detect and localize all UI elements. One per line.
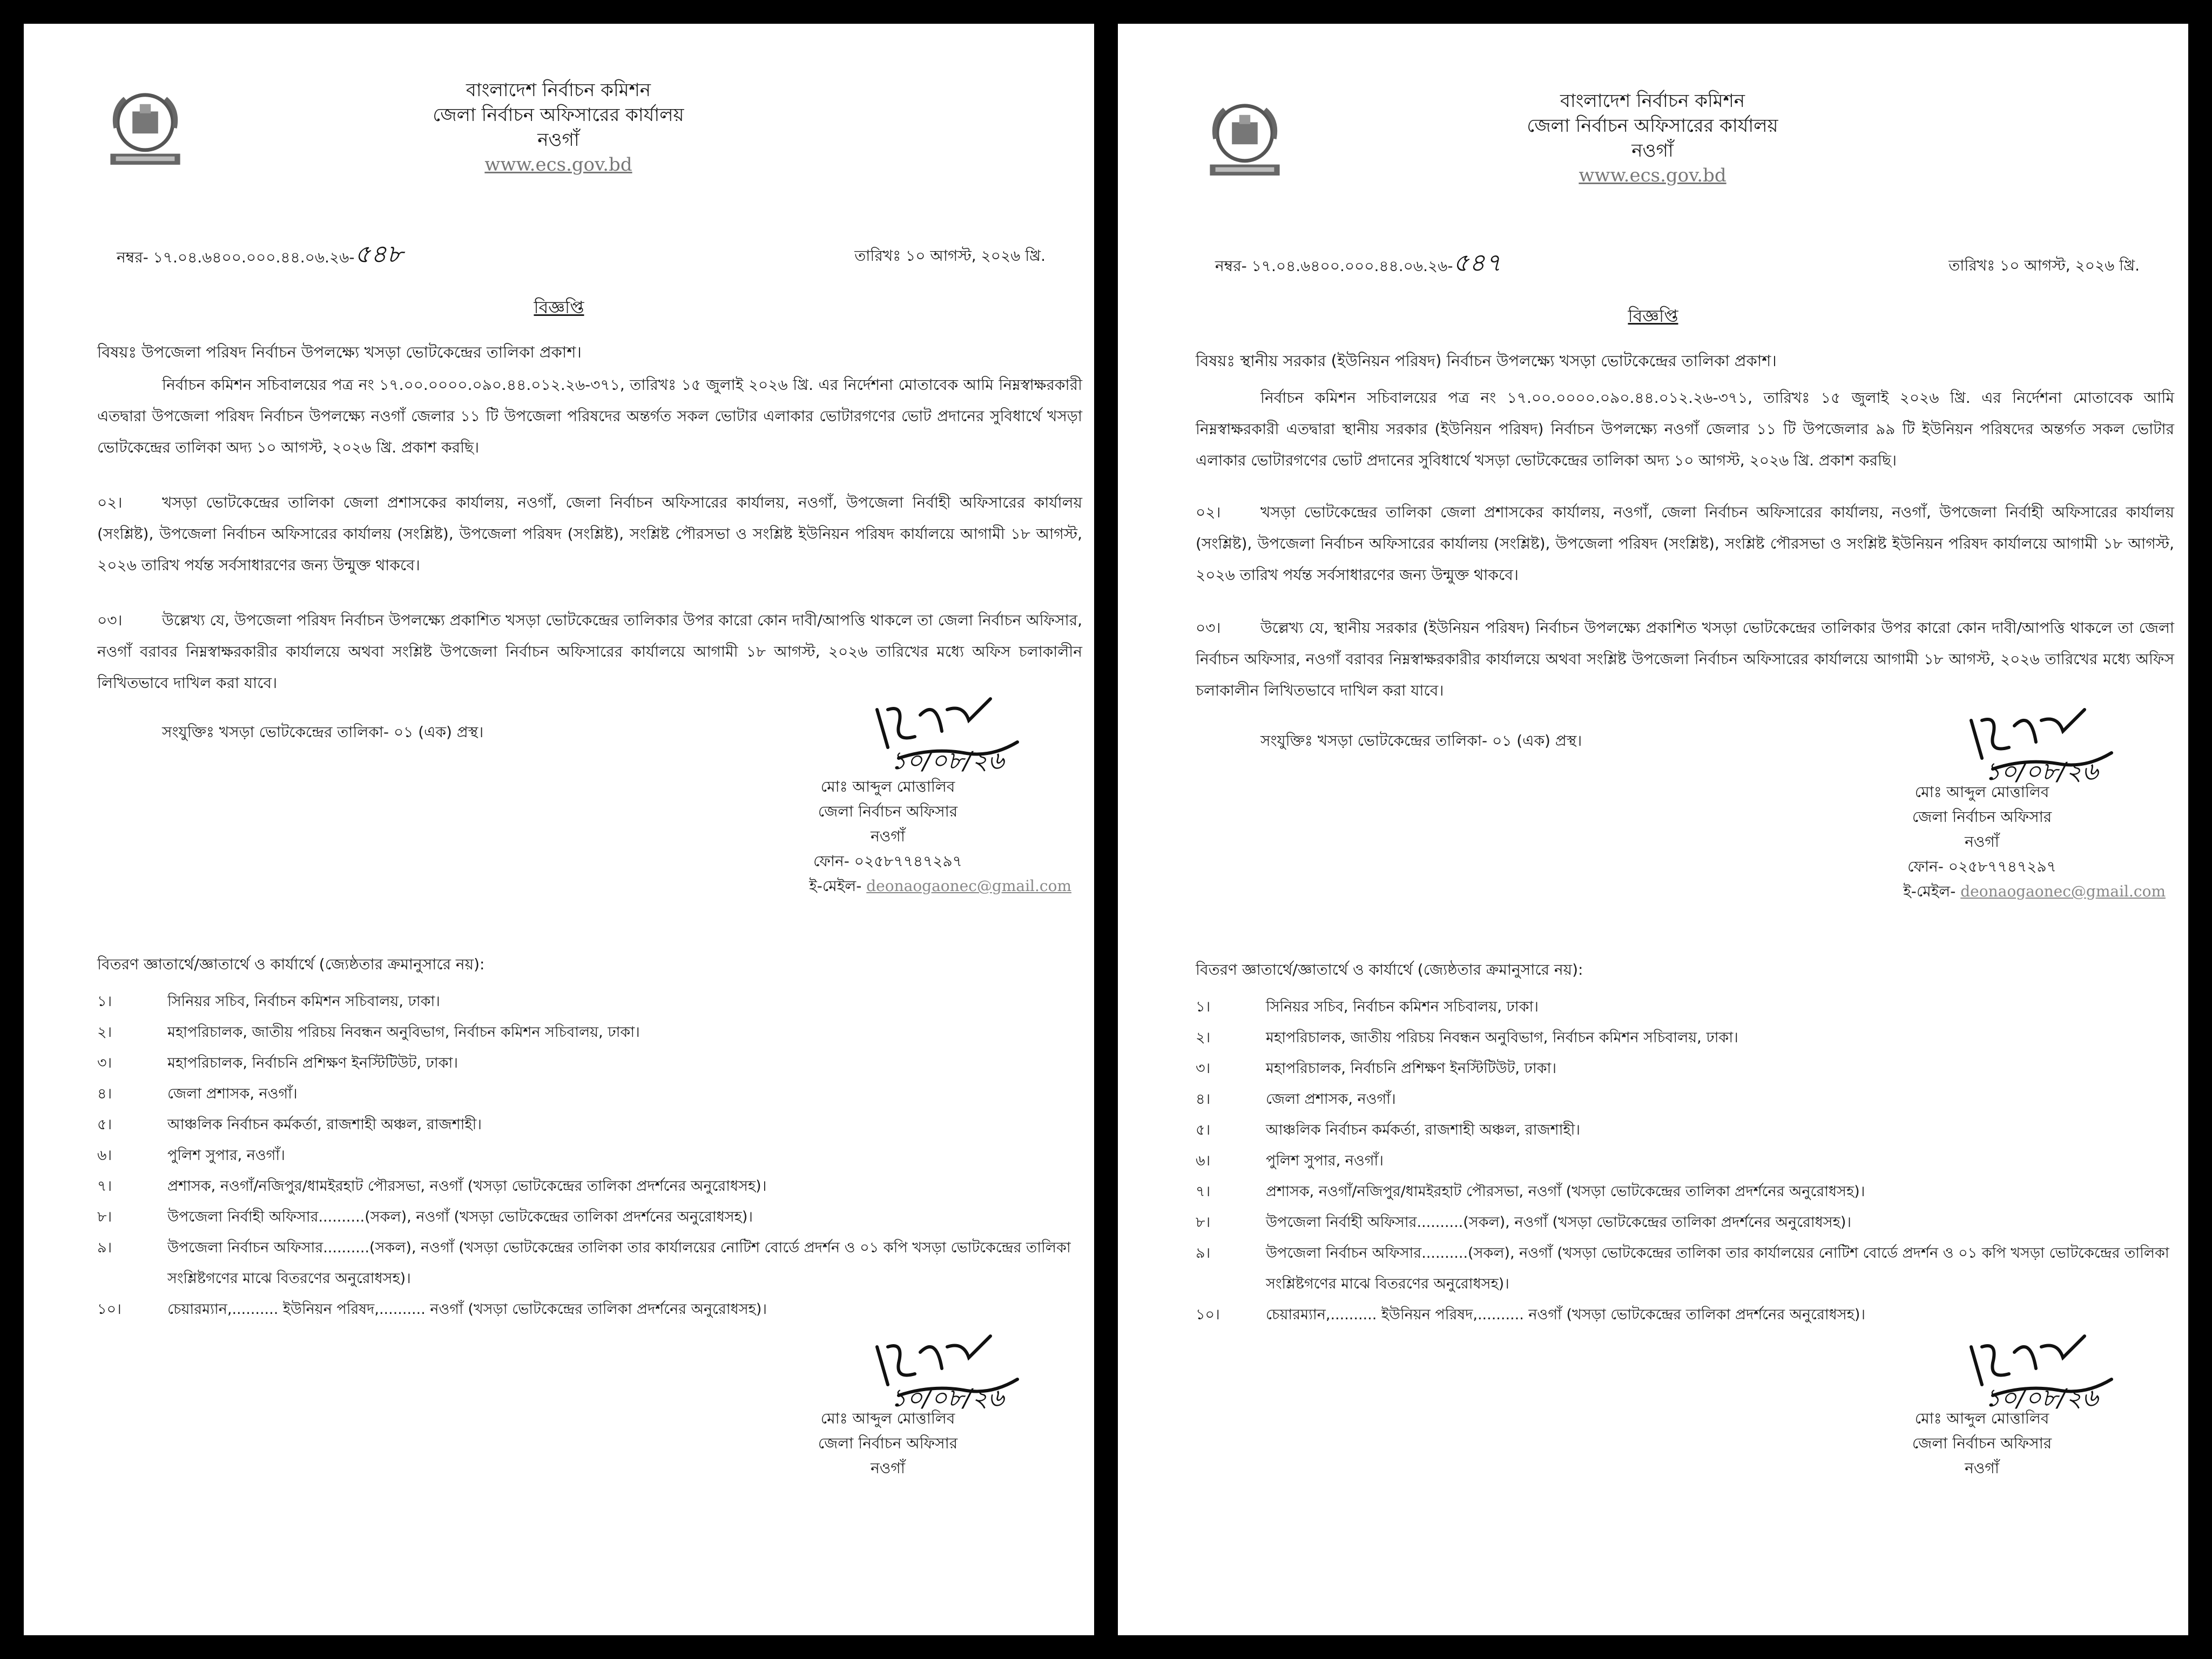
distribution-item-text: মহাপরিচালক, নির্বাচনি প্রশিক্ষণ ইনস্টিটিউট, ঢাকা। [1266, 1060, 1557, 1077]
website-link[interactable]: www.ecs.gov.bd [484, 154, 632, 176]
distribution-item-number: ৬। [1196, 1152, 1211, 1169]
signature-date-bottom: ১০/০৮/২৬ [1984, 1383, 2099, 1412]
signatory-place: নওগাঁ [871, 827, 905, 845]
signatory-title: জেলা নির্বাচন অফিসার [1912, 808, 2052, 826]
paragraph-2-number: ০২। [1196, 503, 1221, 521]
email-label: ই-মেইল- [809, 877, 862, 895]
distribution-item [97, 1140, 1085, 1171]
paragraph-3 [1196, 612, 2174, 706]
distribution-item-text: জেলা প্রশাসক, নওগাঁ। [1266, 1091, 1396, 1108]
distribution-item-text: সিনিয়র সচিব, নির্বাচন কমিশন সচিবালয়, ঢাকা। [167, 993, 440, 1010]
election-commission-emblem [1199, 93, 1291, 185]
commission-name: বাংলাদেশ নির্বাচন কমিশন [466, 79, 651, 101]
distribution-item [1196, 1176, 2179, 1207]
memo-handwritten-number: ৫৪৮ [354, 239, 403, 268]
memo-prefix: নম্বর- ১৭.০৪.৬৪০০.০০০.৪৪.০৬.২৬- [117, 248, 355, 266]
email-label: ই-মেইল- [1903, 882, 1956, 900]
signatory-phone: ফোন- ০২৫৮৭৭৪৭২৯৭ [813, 852, 962, 870]
distribution-item-number: ১। [1196, 999, 1211, 1015]
paragraph-3-text: উল্লেখ্য যে, স্থানীয় সরকার (ইউনিয়ন পরিষদ) নির্বাচন উপলক্ষ্যে প্রকাশিত খসড়া ভোটকেন্দ্রের তালিকার উপর কারো কোন দাবী/আপত্তি থাকলে তা জেলা নির্বাচন অফিসার, নওগাঁ বরাবর নিম্নস্বাক্ষরকারীর কার্যালয়ে অথবা সংশ্লিষ্ট উপজেলা নির্বাচন অফিসারের কার্যালয়ে আগামী ১৮ আগস্ট, ২০২৬ তারিখের মধ্যে অফিস চলাকালীন লিখিতভাবে দাখিল করা যাবে। [1196, 619, 2174, 699]
distribution-item-number: ২। [97, 1024, 112, 1041]
paragraph-3-number: ০৩। [1196, 619, 1221, 637]
distribution-item-text: মহাপরিচালক, জাতীয় পরিচয় নিবন্ধন অনুবিভাগ, নির্বাচন কমিশন সচিবালয়, ঢাকা। [1266, 1029, 1738, 1046]
paragraph-3-text: উল্লেখ্য যে, উপজেলা পরিষদ নির্বাচন উপলক্ষ্যে প্রকাশিত খসড়া ভোটকেন্দ্রের তালিকার উপর কারো কোন দাবী/আপত্তি থাকলে তা জেলা নির্বাচন অফিসার, নওগাঁ বরাবর নিম্নস্বাক্ষরকারীর কার্যালয়ে অথবা সংশ্লিষ্ট উপজেলা নির্বাচন অফিসারের কার্যালয়ে আগামী ১৮ আগস্ট, ২০২৬ তারিখের মধ্যে অফিস চলাকালীন লিখিতভাবে দাখিল করা যাবে। [97, 611, 1082, 692]
signature-top [1960, 699, 2122, 785]
closing-name: মোঃ আব্দুল মোত্তালিব [1914, 1410, 2049, 1427]
distribution-item-text: সিনিয়র সচিব, নির্বাচন কমিশন সচিবালয়, ঢাকা। [1266, 999, 1539, 1015]
distribution-item-text: পুলিশ সুপার, নওগাঁ। [1266, 1152, 1384, 1169]
distribution-item-text: চেয়ারম্যান,.......... ইউনিয়ন পরিষদ,.......... নওগাঁ (খসড়া ভোটকেন্দ্রের তালিকা প্রদর্শনের অনুরোধসহ)। [167, 1301, 767, 1318]
distribution-item [97, 1202, 1085, 1232]
distribution-item [97, 1109, 1085, 1140]
distribution-item-text: আঞ্চলিক নির্বাচন কর্মকর্তা, রাজশাহী অঞ্চল, রাজশাহী। [1266, 1122, 1580, 1138]
distribution-title: বিতরণ জ্ঞাতার্থে/জ্ঞাতার্থে ও কার্যার্থে (জ্যেষ্ঠতার ক্রমানুসারে নয়): [1196, 961, 1583, 979]
distribution-item-text: মহাপরিচালক, নির্বাচনি প্রশিক্ষণ ইনস্টিটিউট, ঢাকা। [167, 1055, 458, 1071]
distribution-item-number: ৪। [97, 1085, 112, 1102]
website-link[interactable]: www.ecs.gov.bd [1579, 165, 1727, 186]
office-header [1420, 89, 1885, 188]
office-header [326, 78, 791, 177]
distribution-list [1196, 992, 2179, 1330]
office-name: জেলা নির্বাচন অফিসারের কার্যালয় [433, 104, 684, 126]
signatory-title: জেলা নির্বাচন অফিসার [818, 802, 958, 820]
distribution-title: বিতরণ জ্ঞাতার্থে/জ্ঞাতার্থে ও কার্যার্থে (জ্যেষ্ঠতার ক্রমানুসারে নয়): [97, 955, 485, 973]
distribution-item-number: ৪। [1196, 1091, 1211, 1108]
notice-page-right [1118, 24, 2188, 1635]
distribution-item-text: উপজেলা নির্বাচন অফিসার..........(সকল), নওগাঁ (খসড়া ভোটকেন্দ্রের তালিকা তার কার্যালয়ের নোটিশ বোর্ডে প্রদর্শন ও ০১ কপি খসড়া ভোটকেন্দ্রের তালিকা সংশ্লিষ্টগণের মাঝে বিতরণের অনুরোধসহ)। [1266, 1245, 2169, 1292]
distribution-item-number: ৬। [97, 1147, 112, 1164]
distribution-item-number: ১০। [1196, 1306, 1220, 1323]
distribution-list [97, 986, 1085, 1325]
closing-name: মোঃ আব্দুল মোত্তালিব [820, 1410, 955, 1427]
signature-bottom [1960, 1325, 2122, 1412]
distribution-item-text: আঞ্চলিক নির্বাচন কর্মকর্তা, রাজশাহী অঞ্চল, রাজশাহী। [167, 1116, 482, 1133]
distribution-item [1196, 992, 2179, 1022]
election-commission-emblem [99, 82, 191, 174]
distribution-item-number: ৩। [1196, 1060, 1211, 1077]
paragraph-2 [1196, 497, 2174, 591]
distribution-item-text: উপজেলা নির্বাহী অফিসার..........(সকল), নওগাঁ (খসড়া ভোটকেন্দ্রের তালিকা প্রদর্শনের অনুরোধসহ)। [167, 1209, 753, 1225]
subject-line: বিষয়ঃ স্থানীয় সরকার (ইউনিয়ন পরিষদ) নির্বাচন উপলক্ষ্যে খসড়া ভোটকেন্দ্রের তালিকা প্রকাশ। [1196, 352, 1777, 370]
attachment-line: সংযুক্তিঃ খসড়া ভোটকেন্দ্রের তালিকা- ০১ (এক) প্রস্থ। [1260, 732, 1582, 750]
memo-number [1215, 244, 1501, 285]
paragraph-3 [97, 605, 1082, 699]
distribution-item-text: প্রশাসক, নওগাঁ/নজিপুর/ধামইরহাট পৌরসভা, নওগাঁ (খসড়া ভোটকেন্দ্রের তালিকা প্রদর্শনের অনুরোধসহ)। [1266, 1183, 1865, 1200]
signatory-email-line [596, 874, 1071, 899]
distribution-item [97, 1232, 1085, 1294]
signatory-phone: ফোন- ০২৫৮৭৭৪৭২৯৭ [1907, 858, 2056, 875]
distribution-item [97, 1017, 1085, 1048]
distribution-item-number: ৭। [1196, 1183, 1211, 1200]
signature-date: ১০/০৮/২৬ [1984, 757, 2099, 785]
memo-prefix: নম্বর- ১৭.০৪.৬৪০০.০০০.৪৪.০৬.২৬- [1215, 257, 1453, 275]
notice-date: তারিখঃ ১০ আগস্ট, ২০২৬ খ্রি. [1948, 257, 2140, 274]
district-name: নওগাঁ [537, 129, 579, 151]
distribution-item-text: পুলিশ সুপার, নওগাঁ। [167, 1147, 285, 1164]
notice-date: তারিখঃ ১০ আগস্ট, ২০২৬ খ্রি. [854, 247, 1046, 265]
signatory-name: মোঃ আব্দুল মোত্তালিব [820, 778, 955, 795]
distribution-item-number: ৩। [97, 1055, 112, 1071]
commission-name: বাংলাদেশ নির্বাচন কমিশন [1560, 90, 1745, 112]
paragraph-1: নির্বাচন কমিশন সচিবালয়ের পত্র নং ১৭.০০.০০০০.০৯০.৪৪.০১২.২৬-৩৭১, তারিখঃ ১৫ জুলাই ২০২৬ খ্রি. এর নির্দেশনা মোতাবেক আমি নিম্নস্বাক্ষরকারী এতদ্বারা উপজেলা পরিষদ নির্বাচন উপলক্ষ্যে নওগাঁ জেলার ১১ টি উপজেলা পরিষদের অন্তর্গত সকল ভোটার এলাকার ভোটারগণের ভোট প্রদানের সুবিধার্থে খসড়া ভোটকেন্দ্রের তালিকা অদ্য ১০ আগস্ট, ২০২৬ খ্রি. প্রকাশ করছি। [97, 376, 1082, 456]
notice-page-left [24, 24, 1094, 1635]
paragraph-2-text: খসড়া ভোটকেন্দ্রের তালিকা জেলা প্রশাসকের কার্যালয়, নওগাঁ, জেলা নির্বাচন অফিসারের কার্যালয়, নওগাঁ, উপজেলা নির্বাহী অফিসারের কার্যালয় (সংশ্লিষ্ট), উপজেলা নির্বাচন অফিসারের কার্যালয় (সংশ্লিষ্ট), উপজেলা পরিষদ (সংশ্লিষ্ট), সংশ্লিষ্ট পৌরসভা ও সংশ্লিষ্ট ইউনিয়ন পরিষদ কার্যালয়ে আগামী ১৮ আগস্ট, ২০২৬ তারিখ পর্যন্ত সর্বসাধারণের জন্য উন্মুক্ত থাকবে। [1196, 503, 2174, 584]
notice-heading: বিজ্ঞপ্তি [1628, 306, 1678, 326]
signatory-block [726, 774, 1050, 874]
distribution-item-number: ৯। [1196, 1245, 1211, 1262]
paragraph-2 [97, 487, 1082, 581]
distribution-item [1196, 1238, 2179, 1299]
paragraph-3-number: ০৩। [97, 611, 123, 629]
distribution-item-text: উপজেলা নির্বাহী অফিসার..........(সকল), নওগাঁ (খসড়া ভোটকেন্দ্রের তালিকা প্রদর্শনের অনুরোধসহ)। [1266, 1214, 1852, 1231]
distribution-item-text: চেয়ারম্যান,.......... ইউনিয়ন পরিষদ,.......... নওগাঁ (খসড়া ভোটকেন্দ্রের তালিকা প্রদর্শনের অনুরোধসহ)। [1266, 1306, 1866, 1323]
distribution-item-number: ৮। [97, 1209, 112, 1225]
distribution-item [1196, 1084, 2179, 1115]
distribution-item [1196, 1053, 2179, 1084]
email-link[interactable]: deonaogaonec@gmail.com [1960, 882, 2166, 900]
distribution-item-number: ৯। [97, 1239, 112, 1256]
district-name: নওগাঁ [1631, 140, 1674, 161]
signature-top [866, 688, 1028, 774]
distribution-item-number: ৭। [97, 1178, 112, 1195]
office-name: জেলা নির্বাচন অফিসারের কার্যালয় [1527, 115, 1778, 137]
distribution-item [97, 1048, 1085, 1078]
distribution-item-text: জেলা প্রশাসক, নওগাঁ। [167, 1085, 298, 1102]
distribution-item-text: উপজেলা নির্বাচন অফিসার..........(সকল), নওগাঁ (খসড়া ভোটকেন্দ্রের তালিকা তার কার্যালয়ের নোটিশ বোর্ডে প্রদর্শন ও ০১ কপি খসড়া ভোটকেন্দ্রের তালিকা সংশ্লিষ্টগণের মাঝে বিতরণের অনুরোধসহ)। [167, 1239, 1071, 1287]
distribution-item-number: ৫। [97, 1116, 112, 1133]
signatory-place: নওগাঁ [1965, 833, 1999, 851]
distribution-item-text: মহাপরিচালক, জাতীয় পরিচয় নিবন্ধন অনুবিভাগ, নির্বাচন কমিশন সচিবালয়, ঢাকা। [167, 1024, 640, 1041]
attachment-line: সংযুক্তিঃ খসড়া ভোটকেন্দ্রের তালিকা- ০১ (এক) প্রস্থ। [162, 723, 484, 741]
notice-heading: বিজ্ঞপ্তি [534, 297, 584, 318]
distribution-item [1196, 1022, 2179, 1053]
distribution-item [1196, 1145, 2179, 1176]
signature-bottom [866, 1325, 1028, 1412]
signatory-email-line [1690, 879, 2166, 904]
subject-line: বিষয়ঃ উপজেলা পরিষদ নির্বাচন উপলক্ষ্যে খসড়া ভোটকেন্দ্রের তালিকা প্রকাশ। [97, 343, 582, 361]
distribution-item [97, 1078, 1085, 1109]
closing-title: জেলা নির্বাচন অফিসার [1912, 1434, 2052, 1452]
signature-date: ১০/০৮/২৬ [890, 746, 1004, 774]
distribution-item-number: ১। [97, 993, 112, 1010]
memo-number [117, 235, 403, 276]
paragraph-1: নির্বাচন কমিশন সচিবালয়ের পত্র নং ১৭.০০.০০০০.০৯০.৪৪.০১২.২৬-৩৭১, তারিখঃ ১৫ জুলাই ২০২৬ খ্রি. এর নির্দেশনা মোতাবেক আমি নিম্নস্বাক্ষরকারী এতদ্বারা স্থানীয় সরকার (ইউনিয়ন পরিষদ) নির্বাচন উপলক্ষ্যে নওগাঁ জেলার ১১ টি উপজেলার ৯৯ টি ইউনিয়ন পরিষদের অন্তর্গত সকল ভোটার এলাকার ভোটারগণের ভোট প্রদানের সুবিধার্থে খসড়া ভোটকেন্দ্রের তালিকা অদ্য ১০ আগস্ট, ২০২৬ খ্রি. প্রকাশ করছি। [1196, 389, 2174, 469]
closing-title: জেলা নির্বাচন অফিসার [818, 1434, 958, 1452]
signatory-name: মোঃ আব্দুল মোত্তালিব [1914, 783, 2049, 801]
email-link[interactable]: deonaogaonec@gmail.com [866, 877, 1071, 895]
distribution-item-number: ৫। [1196, 1122, 1211, 1138]
signature-date-bottom: ১০/০৮/২৬ [890, 1383, 1004, 1412]
distribution-item [97, 1294, 1085, 1325]
distribution-item [97, 986, 1085, 1017]
paragraph-2-text: খসড়া ভোটকেন্দ্রের তালিকা জেলা প্রশাসকের কার্যালয়, নওগাঁ, জেলা নির্বাচন অফিসারের কার্যালয়, নওগাঁ, উপজেলা নির্বাহী অফিসারের কার্যালয় (সংশ্লিষ্ট), উপজেলা নির্বাচন অফিসারের কার্যালয় (সংশ্লিষ্ট), উপজেলা পরিষদ (সংশ্লিষ্ট), সংশ্লিষ্ট পৌরসভা ও সংশ্লিষ্ট ইউনিয়ন পরিষদ কার্যালয়ে আগামী ১৮ আগস্ট, ২০২৬ তারিখ পর্যন্ত সর্বসাধারণের জন্য উন্মুক্ত থাকবে। [97, 494, 1082, 574]
distribution-item-number: ১০। [97, 1301, 122, 1318]
closing-signatory [1820, 1406, 2144, 1481]
closing-place: নওগাঁ [1965, 1459, 1999, 1477]
distribution-item-number: ৮। [1196, 1214, 1211, 1231]
closing-place: নওগাঁ [871, 1459, 905, 1477]
paragraph-2-number: ০২। [97, 494, 123, 511]
closing-signatory [726, 1406, 1050, 1481]
distribution-item-number: ২। [1196, 1029, 1211, 1046]
distribution-item [97, 1171, 1085, 1202]
signatory-block [1820, 780, 2144, 879]
distribution-item [1196, 1207, 2179, 1238]
distribution-item [1196, 1115, 2179, 1145]
memo-handwritten-number: ৫৪৭ [1453, 248, 1502, 277]
distribution-item-text: প্রশাসক, নওগাঁ/নজিপুর/ধামইরহাট পৌরসভা, নওগাঁ (খসড়া ভোটকেন্দ্রের তালিকা প্রদর্শনের অনুরোধসহ)। [167, 1178, 767, 1195]
